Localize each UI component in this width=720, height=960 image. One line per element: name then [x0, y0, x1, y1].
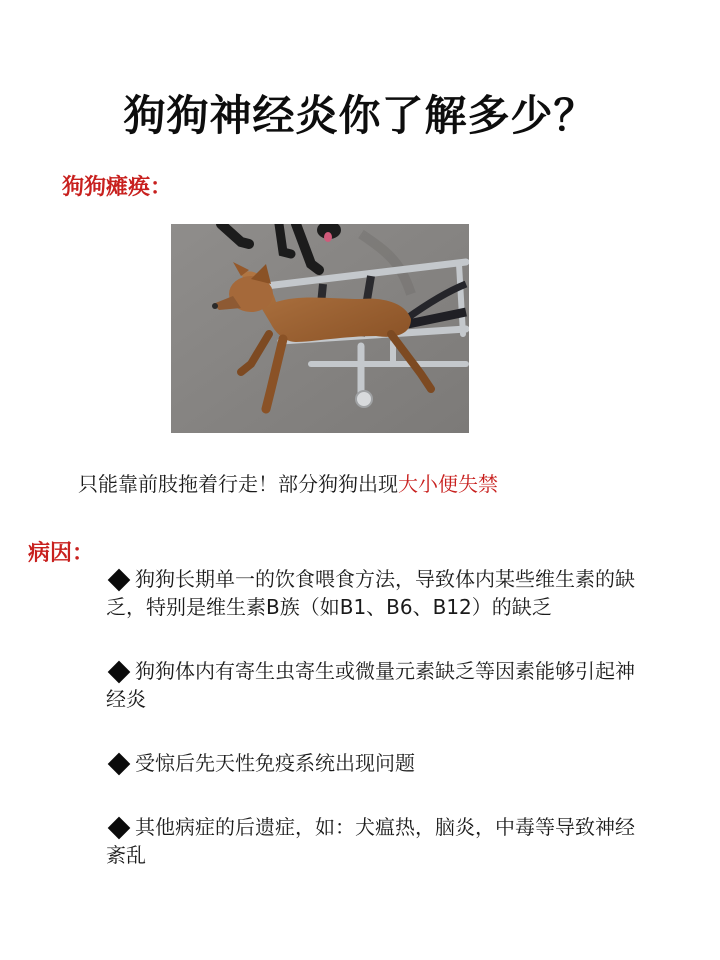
- cause-item: [106, 565, 651, 621]
- page-title: 狗狗神经炎你了解多少？: [123, 91, 597, 141]
- cause-item-text: 狗狗体内有寄生虫寄生或微量元素缺乏等因素能够引起神经炎: [106, 659, 635, 711]
- dog-wheelchair-photo: [171, 224, 469, 433]
- cause-list: [106, 565, 651, 905]
- section-heading-paralysis: 狗狗瘫痪：: [62, 175, 173, 200]
- cause-item-text: 狗狗长期单一的饮食喂食方法，导致体内某些维生素的缺乏，特别是维生素B族（如B1、B6、B12）的缺乏: [106, 567, 635, 619]
- diamond-bullet-icon: [108, 568, 131, 591]
- caption-highlight-incontinence: 大小便失禁: [398, 472, 498, 496]
- cause-item: [106, 813, 651, 869]
- cause-item: [106, 749, 651, 777]
- caption-text: 只能靠前肢拖着行走！部分狗狗出现: [78, 472, 398, 496]
- cause-item-text: 受惊后先天性免疫系统出现问题: [135, 751, 415, 775]
- diamond-bullet-icon: [108, 816, 131, 839]
- diamond-bullet-icon: [108, 660, 131, 683]
- cause-item: [106, 657, 651, 713]
- photo-illustration: [171, 224, 469, 433]
- diamond-bullet-icon: [108, 752, 131, 775]
- paralysis-caption: [78, 468, 498, 500]
- section-heading-cause: 病因：: [28, 541, 95, 566]
- cause-item-text: 其他病症的后遗症，如：犬瘟热，脑炎，中毒等导致神经紊乱: [106, 815, 635, 867]
